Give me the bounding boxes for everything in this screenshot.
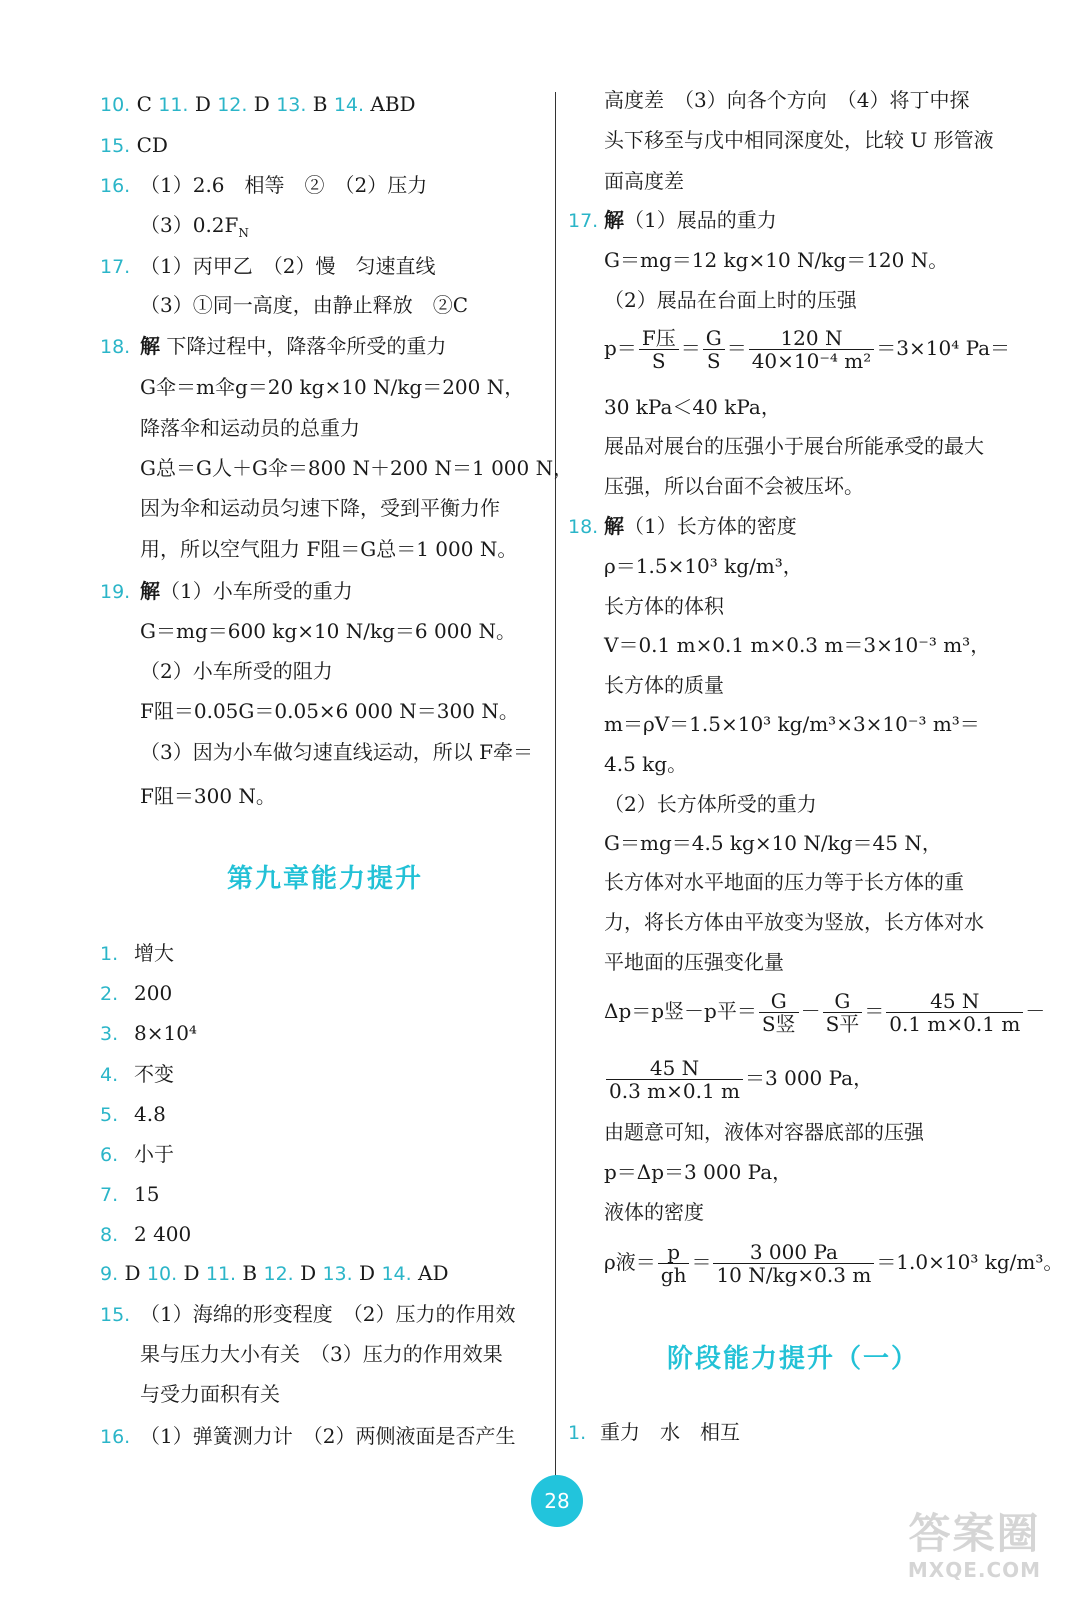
- answer-line-17b: G＝mg＝12 kg×10 N/kg＝120 N。: [604, 248, 949, 272]
- answer-line-19e: （3）因为小车做匀速直线运动，所以 F牵＝: [140, 740, 533, 764]
- answer: 下降过程中，降落伞所受的重力: [160, 334, 447, 358]
- column-divider: [555, 92, 556, 1477]
- answer-line-18c: 降落伞和运动员的总重力: [140, 416, 360, 440]
- answer: CD: [130, 133, 168, 157]
- fraction: $\frac{3 000 Pa}{10 N/kg\times 0.3 m}$: [713, 1241, 874, 1286]
- answer-line-18k: 力，将长方体由平放变为竖放，长方体对水: [604, 910, 984, 934]
- answer: （1）小车所受的重力: [160, 579, 353, 603]
- pressure-change-formula-cont: $\frac{45 N}{0.3 m\times 0.1 m}$ ＝3 000 Pa，: [604, 1056, 873, 1102]
- answer: （1）2.6 相等 ② （2）压力: [140, 173, 428, 197]
- answer-line-19d: F阻＝0.05G＝0.05×6 000 N＝300 N。: [140, 699, 519, 723]
- fraction: $\frac{p}{gh}$: [658, 1241, 690, 1286]
- answer: D: [188, 92, 218, 116]
- answer: ABD: [364, 92, 416, 116]
- list-item: 8. 2 400: [100, 1222, 192, 1246]
- answer-line-15b: 果与压力大小有关 （3）压力的作用效果: [140, 1342, 503, 1366]
- answer: B: [306, 92, 334, 116]
- fraction: $\frac{45 N}{0.3 m\times 0.1 m}$: [606, 1057, 743, 1102]
- answer-line-16a: [100, 173, 427, 198]
- answer: D: [247, 92, 277, 116]
- q-number: 15.: [100, 135, 131, 157]
- density-formula: ρ液＝ $\frac{p}{gh}$ ＝ $\frac{3 000 Pa}{10 N/kg\times 0.3 m}$ ＝1.0×10³ kg/m³。: [604, 1240, 1064, 1287]
- answer-line-18c: 长方体的体积: [604, 594, 724, 618]
- list-item: 6. 小于: [100, 1142, 174, 1166]
- answer-line-19b: G＝mg＝600 kg×10 N/kg＝6 000 N。: [140, 619, 517, 643]
- answer-line-18g: 4.5 kg。: [604, 752, 688, 776]
- list-item: 3. 8×10⁴: [100, 1021, 197, 1045]
- answer-line-16: 16. （1）弹簧测力计 （2）两侧液面是否产生: [100, 1424, 516, 1448]
- answer-line-18b: ρ＝1.5×10³ kg/m³，: [604, 554, 803, 578]
- answer-line-17b: （3）①同一高度，由静止释放 ②C: [140, 293, 469, 317]
- fraction: $\frac{120 N}{\text{40×10⁻⁴ m²}}$: [749, 327, 875, 372]
- answer-line-9-14: 9. D 10. D 11. B 12. D 13. D 14. AD: [100, 1261, 449, 1285]
- answer-line-17g: 压强，所以台面不会被压坏。: [604, 474, 864, 498]
- answer-line-18i: G＝mg＝4.5 kg×10 N/kg＝45 N，: [604, 831, 942, 855]
- answer-line-17e: 30 kPa＜40 kPa，: [604, 395, 781, 419]
- fraction: $\frac{G}{\text{S平}}$: [823, 990, 863, 1035]
- q-number: 11.: [158, 94, 189, 116]
- list-item: 7. 15: [100, 1182, 160, 1206]
- q-number: 13.: [276, 94, 307, 116]
- subscript: N: [238, 226, 249, 240]
- section-heading: 第九章能力提升: [226, 864, 423, 894]
- q-number: 17.: [100, 256, 131, 278]
- pressure-change-formula: Δp＝p竖－p平＝ $\frac{G}{\text{S竖}}$ － $\frac{G}{\text{S平}}$ ＝ $\frac{45 N}{0.1 m\times 0.1 m}$ －: [604, 989, 1046, 1036]
- answer-line-18b: G伞＝m伞g＝20 kg×10 N/kg＝200 N，: [140, 375, 525, 399]
- answer-line-r1: 高度差 （3）向各个方向 （4）将丁中探: [604, 88, 970, 112]
- list-item: 1. 增大: [100, 941, 174, 965]
- answer-line-16b: [140, 213, 249, 245]
- section-heading: 阶段能力提升（一）: [666, 1344, 919, 1374]
- fraction: $\frac{G}{S}$: [703, 327, 725, 372]
- answer: （1）丙甲乙 （2）慢 匀速直线: [140, 254, 436, 278]
- answer-line-18f: m＝ρV＝1.5×10³ kg/m³×3×10⁻³ m³＝: [604, 712, 980, 736]
- answer-line-18j: 长方体对水平地面的压力等于长方体的重: [604, 870, 964, 894]
- fraction: $\frac{45 N}{0.1 m\times 0.1 m}$: [886, 990, 1023, 1035]
- answer-line-18f: 用，所以空气阻力 F阻＝G总＝1 000 N。: [140, 537, 518, 561]
- answer-line-r3: 面高度差: [604, 169, 684, 193]
- solution-label: 解: [140, 334, 160, 358]
- q-number: 14.: [333, 94, 365, 116]
- answer-line-18m: 由题意可知，液体对容器底部的压强: [604, 1120, 924, 1144]
- answer-line-15: [100, 133, 168, 158]
- answer-line-19f: F阻＝300 N。: [140, 784, 276, 808]
- answer-line-19c: （2）小车所受的阻力: [140, 659, 333, 683]
- q-number: 10.: [100, 94, 131, 116]
- answer-line-15a: 15. （1）海绵的形变程度 （2）压力的作用效: [100, 1302, 516, 1326]
- fraction: $\frac{G}{\text{S竖}}$: [759, 990, 799, 1035]
- answer-line-18l: 平地面的压强变化量: [604, 950, 784, 974]
- answer-line-18d: G总＝G人＋G伞＝800 N＋200 N＝1 000 N，: [140, 456, 574, 480]
- q-number: 19.: [100, 581, 131, 603]
- answer-line-17c: （2）展品在台面上时的压强: [604, 288, 857, 312]
- answer-line-18e: 因为伞和运动员匀速下降，受到平衡力作: [140, 496, 500, 520]
- watermark-logo-text: 答案圈: [908, 1509, 1041, 1558]
- watermark: [887, 1510, 1062, 1590]
- answer-line-10-14: [100, 92, 416, 117]
- answer-line-15c: 与受力面积有关: [140, 1382, 280, 1406]
- answer-line-18e: 长方体的质量: [604, 673, 724, 697]
- answer-line-1: 1. 重力 水 相互: [568, 1420, 740, 1444]
- answer-line-18a: [100, 334, 446, 359]
- q-number: 12.: [217, 94, 248, 116]
- answer-line-18h: （2）长方体所受的重力: [604, 792, 817, 816]
- answer-line-17a: [100, 254, 435, 279]
- answer-line-18n: p＝Δp＝3 000 Pa，: [604, 1160, 793, 1184]
- list-item: 5. 4.8: [100, 1102, 166, 1126]
- fraction: $\frac{\text{F压}}{S}$: [639, 327, 679, 372]
- answer-line-18o: 液体的密度: [604, 1200, 704, 1224]
- answer-line-18a: 18. 解（1）长方体的密度: [568, 514, 797, 538]
- q-number: 16.: [100, 175, 131, 197]
- answer: C: [130, 92, 159, 116]
- answer-line-17f: 展品对展台的压强小于展台所能承受的最大: [604, 434, 984, 458]
- pressure-formula: p＝ $\frac{\text{F压}}{S}$ ＝ $\frac{G}{S}$ ＝ $\frac{120 N}{\text{40×10⁻⁴ m²}}$ ＝3×10⁴ Pa＝: [604, 326, 1011, 373]
- answer: （3）0.2F: [140, 213, 239, 237]
- solution-label: 解: [140, 579, 160, 603]
- q-number: 18.: [100, 336, 131, 358]
- answer-line-18d: V＝0.1 m×0.1 m×0.3 m＝3×10⁻³ m³，: [604, 633, 991, 657]
- watermark-url: MXQE.COM: [907, 1558, 1042, 1582]
- list-item: 2. 200: [100, 981, 173, 1005]
- page-number: 28: [531, 1475, 583, 1527]
- list-item: 4. 不变: [100, 1062, 174, 1086]
- answer-line-17a: 17. 解（1）展品的重力: [568, 208, 777, 232]
- answer-line-19a: [100, 579, 353, 604]
- answer-line-r2: 头下移至与戊中相同深度处，比较 U 形管液: [604, 128, 994, 152]
